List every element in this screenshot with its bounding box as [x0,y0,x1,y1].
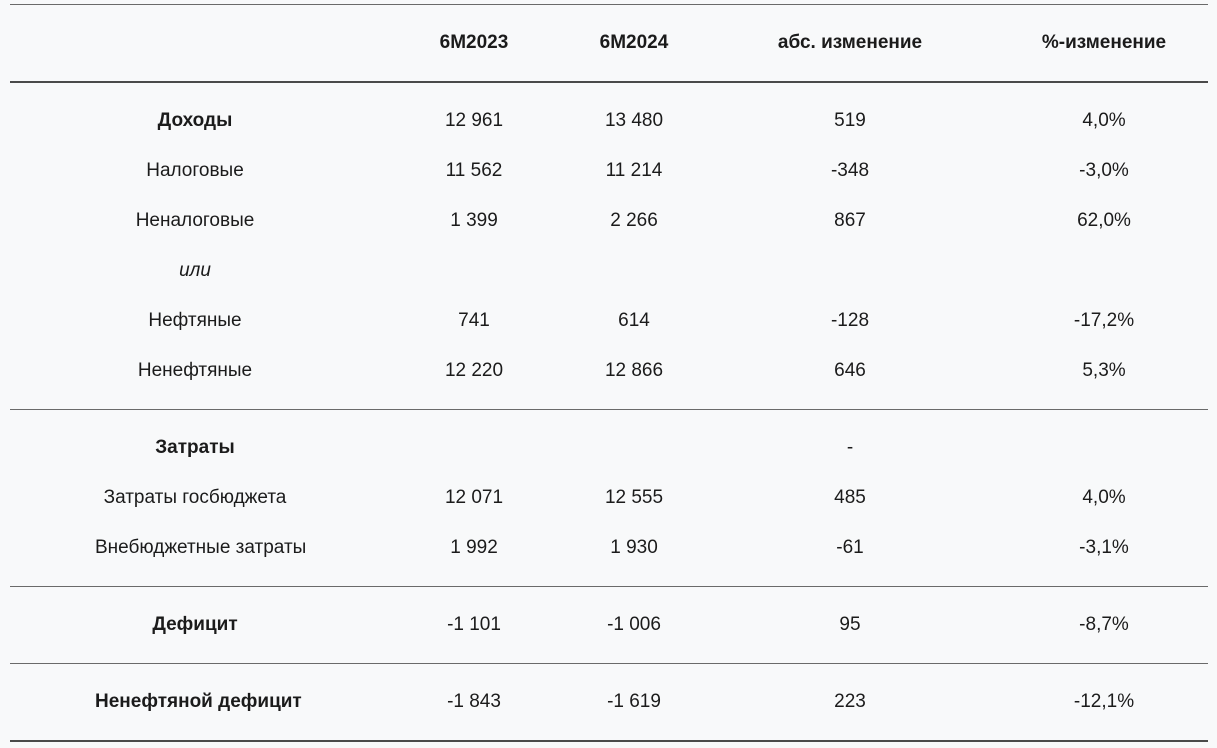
value-abs-change: 95 [839,614,861,635]
row-label: Внебюджетные затраты [95,537,307,558]
value-6m2023: 11 562 [445,160,503,181]
value-6m2024: 614 [618,310,650,331]
header-bottom-rule [10,81,1208,83]
row-label: Доходы [157,110,233,131]
value-pct-change: -3,0% [1079,160,1129,181]
value-abs-change: 646 [834,360,866,381]
row-label: Затраты госбюджета [103,487,287,508]
section-divider [10,663,1208,664]
value-pct-change: -8,7% [1079,614,1129,635]
section-divider [10,409,1208,410]
value-6m2023: 12 220 [444,360,504,381]
table-top-rule [10,4,1208,5]
row-label: Неналоговые [135,210,255,231]
header-6m2023: 6M2023 [439,32,509,53]
header-abs-change: абс. изменение [777,32,923,53]
value-abs-change: 223 [834,691,866,712]
row-label: или [179,260,211,281]
value-6m2023: 1 399 [450,210,498,231]
value-6m2024: -1 006 [607,614,661,635]
value-abs-change: 519 [834,110,866,131]
value-6m2024: -1 619 [607,691,661,712]
value-abs-change: - [846,437,854,458]
value-abs-change: 485 [834,487,866,508]
row-label: Нефтяные [148,310,242,331]
value-pct-change: 4,0% [1082,110,1126,131]
value-6m2024: 11 214 [605,160,663,181]
value-abs-change: -61 [836,537,864,558]
value-abs-change: -128 [830,310,870,331]
value-6m2023: 1 992 [450,537,498,558]
value-6m2024: 1 930 [610,537,658,558]
value-6m2024: 2 266 [610,210,658,231]
value-6m2023: -1 843 [447,691,501,712]
value-6m2024: 13 480 [604,110,664,131]
value-pct-change: -17,2% [1073,310,1135,331]
value-pct-change: 4,0% [1082,487,1126,508]
row-label: Налоговые [146,160,244,181]
row-label: Дефицит [152,614,238,635]
value-abs-change: 867 [834,210,866,231]
value-6m2023: 741 [458,310,490,331]
value-6m2023: 12 961 [444,110,504,131]
section-divider [10,586,1208,587]
header-pct-change: %-изменение [1041,32,1167,53]
row-label: Затраты [155,437,235,458]
header-6m2024: 6M2024 [599,32,669,53]
value-pct-change: -3,1% [1079,537,1129,558]
row-label: Ненефтяной дефицит [95,691,302,712]
value-6m2023: -1 101 [447,614,501,635]
value-pct-change: 5,3% [1082,360,1126,381]
table-bottom-rule [10,740,1208,742]
value-6m2023: 12 071 [444,487,504,508]
value-pct-change: -12,1% [1073,691,1135,712]
row-label: Ненефтяные [137,360,253,381]
value-abs-change: -348 [830,160,870,181]
value-6m2024: 12 866 [604,360,664,381]
value-6m2024: 12 555 [604,487,664,508]
value-pct-change: 62,0% [1077,210,1131,231]
